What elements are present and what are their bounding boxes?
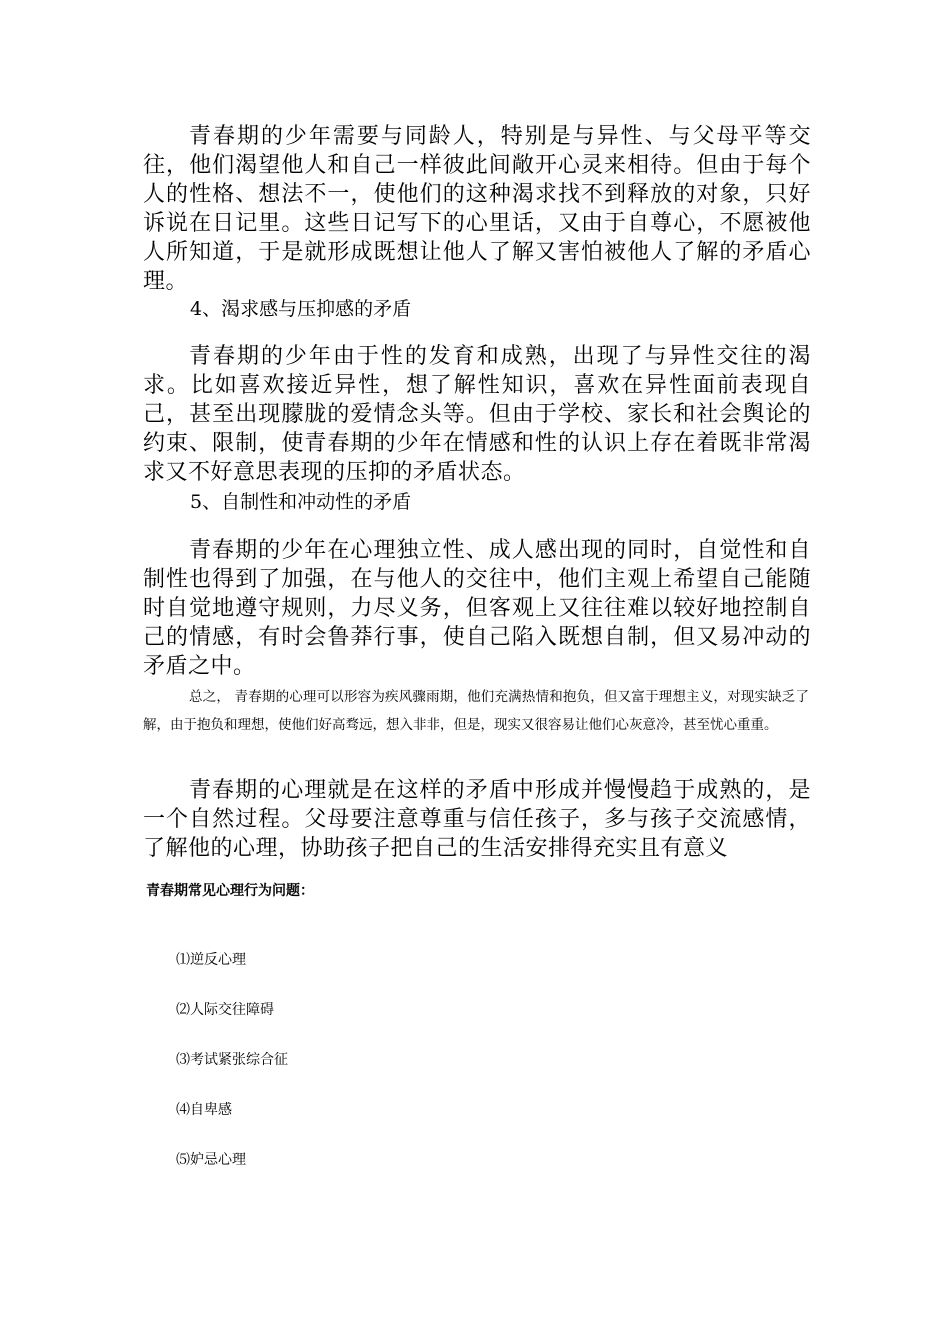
list-item-jealousy: ⑸妒忌心理 [176, 1152, 246, 1168]
list-item-inferiority: ⑷自卑感 [176, 1102, 232, 1118]
list-item-exam-anxiety: ⑶考试紧张综合征 [176, 1052, 288, 1068]
heading-desire-vs-repression: 4、渴求感与压抑感的矛盾 [190, 298, 412, 320]
section-title-common-issues: 青春期常见心理行为问题： [146, 883, 314, 899]
heading-selfcontrol-vs-impulse: 5、自制性和冲动性的矛盾 [190, 491, 412, 513]
paragraph-peer-interaction: 青春期的少年需要与同龄人，特别是与异性、与父母平等交往，他们渴望他人和自己一样彼此间敞开心灵来相待。但由于每个人的性格、想法不一，使他们的这种渴求找不到释放的对象，只好诉说在日记里。这些日记写下的心里话，又由于自尊心，不愿被他人所知道，于是就形成既想让他人了解又害怕被他人了解的矛盾心理。 [143, 124, 811, 294]
paragraph-selfcontrol-vs-impulse: 青春期的少年在心理独立性、成人感出现的同时，自觉性和自制性也得到了加强，在与他人的交往中，他们主观上希望自己能随时自觉地遵守规则，力尽义务，但客观上又往往难以较好地控制自己的情感，有时会鲁莽行事，使自己陷入既想自制，但又易冲动的矛盾之中。 [143, 538, 811, 679]
paragraph-conclusion: 青春期的心理就是在这样的矛盾中形成并慢慢趋于成熟的，是一个自然过程。父母要注意尊重与信任孩子，多与孩子交流感情，了解他的心理，协助孩子把自己的生活安排得充实且有意义 [143, 778, 811, 861]
paragraph-summary: 总之， 青春期的心理可以形容为疾风骤雨期，他们充满热情和抱负，但又富于理想主义，对现实缺乏了解，由于抱负和理想，使他们好高骛远，想入非非，但是，现实又很容易让他们心灰意冷，甚至忧心重重。 [143, 689, 809, 733]
list-item-rebellion: ⑴逆反心理 [176, 952, 246, 968]
paragraph-desire-vs-repression: 青春期的少年由于性的发育和成熟，出现了与异性交往的渴求。比如喜欢接近异性，想了解性知识，喜欢在异性面前表现自己，甚至出现朦胧的爱情念头等。但由于学校、家长和社会舆论的约束、限制，使青春期的少年在情感和性的认识上存在着既非常渴求又不好意思表现的压抑的矛盾状态。 [143, 344, 811, 485]
list-item-interpersonal: ⑵人际交往障碍 [176, 1002, 274, 1018]
